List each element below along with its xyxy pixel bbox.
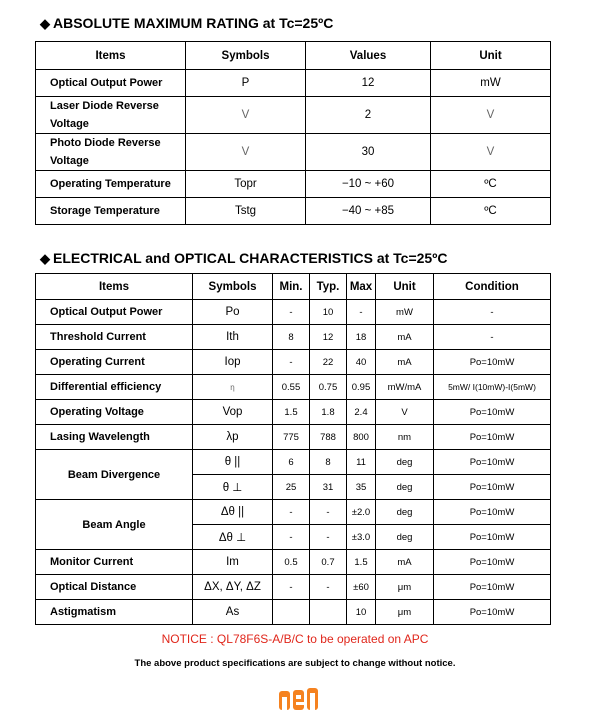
condition-cell: Po=10mW xyxy=(434,350,551,375)
typ-cell: - xyxy=(310,525,347,550)
symbol-cell: Δθ ⊥ xyxy=(193,525,273,550)
symbol-cell: ΔX, ΔY, ΔZ xyxy=(193,575,273,600)
condition-cell: Po=10mW xyxy=(434,450,551,475)
min-cell: - xyxy=(273,575,310,600)
typ-cell: 10 xyxy=(310,300,347,325)
table-row xyxy=(36,500,551,525)
max-cell: 800 xyxy=(347,425,376,450)
item-cell: Monitor Current xyxy=(36,550,193,575)
header-values: Values xyxy=(306,42,431,70)
max-cell: 1.5 xyxy=(347,550,376,575)
item-cell: Optical Distance xyxy=(36,575,193,600)
unit-cell: mA xyxy=(376,325,434,350)
unit-cell: V xyxy=(376,400,434,425)
item-cell: Operating Voltage xyxy=(36,400,193,425)
item-cell: Optical Output Power xyxy=(36,70,186,97)
min-cell: 1.5 xyxy=(273,400,310,425)
typ-cell: 12 xyxy=(310,325,347,350)
min-cell xyxy=(273,600,310,625)
unit-cell: ºC xyxy=(431,171,551,198)
table-header-row xyxy=(36,42,551,70)
min-cell: - xyxy=(273,300,310,325)
item-cell: Operating Temperature xyxy=(36,171,186,198)
item-cell: Optical Output Power xyxy=(36,300,193,325)
table-row xyxy=(36,450,551,475)
unit-cell: mW xyxy=(431,70,551,97)
value-cell: 12 xyxy=(306,70,431,97)
condition-cell: - xyxy=(434,300,551,325)
company-logo-icon xyxy=(278,688,320,710)
max-cell: ±3.0 xyxy=(347,525,376,550)
condition-cell: Po=10mW xyxy=(434,500,551,525)
symbol-cell: P xyxy=(186,70,306,97)
max-cell: 18 xyxy=(347,325,376,350)
item-cell: Lasing Wavelength xyxy=(36,425,193,450)
typ-cell: 31 xyxy=(310,475,347,500)
min-cell: 25 xyxy=(273,475,310,500)
symbol-cell: Topr xyxy=(186,171,306,198)
condition-cell: Po=10mW xyxy=(434,400,551,425)
header-max: Max xyxy=(347,274,376,300)
symbol-cell: η xyxy=(193,375,273,400)
unit-cell: ºC xyxy=(431,198,551,225)
electrical-optical-table xyxy=(35,273,551,625)
header-unit: Unit xyxy=(431,42,551,70)
unit-cell: deg xyxy=(376,500,434,525)
table-row xyxy=(36,171,551,198)
min-cell: 775 xyxy=(273,425,310,450)
item-cell: Astigmatism xyxy=(36,600,193,625)
value-cell: −40 ~ +85 xyxy=(306,198,431,225)
unit-cell: deg xyxy=(376,450,434,475)
min-cell: 0.55 xyxy=(273,375,310,400)
min-cell: - xyxy=(273,525,310,550)
table-row xyxy=(36,350,551,375)
unit-cell: V xyxy=(431,134,551,171)
diamond-bullet-icon: ◆ xyxy=(40,251,50,266)
value-cell: 30 xyxy=(306,134,431,171)
condition-cell: Po=10mW xyxy=(434,575,551,600)
eoc-title-text: ELECTRICAL and OPTICAL CHARACTERISTICS at Tc=25ºC xyxy=(53,250,448,266)
disclaimer-text: The above product specifications are subject to change without notice. xyxy=(134,658,456,669)
symbol-cell: V xyxy=(186,97,306,134)
unit-cell: V xyxy=(431,97,551,134)
typ-cell: 1.8 xyxy=(310,400,347,425)
amr-section-title xyxy=(40,15,333,32)
symbol-cell: Im xyxy=(193,550,273,575)
unit-cell: mW/mA xyxy=(376,375,434,400)
max-cell: ±2.0 xyxy=(347,500,376,525)
item-cell: Laser Diode Reverse Voltage xyxy=(36,97,186,134)
item-cell: Photo Diode Reverse Voltage xyxy=(36,134,186,171)
max-cell: 0.95 xyxy=(347,375,376,400)
table-row xyxy=(36,425,551,450)
table-row xyxy=(36,134,551,171)
condition-cell: Po=10mW xyxy=(434,525,551,550)
notice-text: NOTICE : QL78F6S-A/B/C to be operated on APC xyxy=(161,632,429,646)
header-items: Items xyxy=(36,274,193,300)
typ-cell: 22 xyxy=(310,350,347,375)
condition-cell: Po=10mW xyxy=(434,425,551,450)
max-cell: - xyxy=(347,300,376,325)
typ-cell: 0.75 xyxy=(310,375,347,400)
typ-cell xyxy=(310,600,347,625)
symbol-cell: λp xyxy=(193,425,273,450)
symbol-cell: Po xyxy=(193,300,273,325)
table-row xyxy=(36,198,551,225)
table-row xyxy=(36,300,551,325)
max-cell: 40 xyxy=(347,350,376,375)
max-cell: 10 xyxy=(347,600,376,625)
unit-cell: deg xyxy=(376,475,434,500)
symbol-cell: Tstg xyxy=(186,198,306,225)
header-min: Min. xyxy=(273,274,310,300)
symbol-cell: V xyxy=(186,134,306,171)
symbol-cell: Iop xyxy=(193,350,273,375)
unit-cell: mA xyxy=(376,350,434,375)
max-cell: 35 xyxy=(347,475,376,500)
table-row xyxy=(36,550,551,575)
min-cell: - xyxy=(273,350,310,375)
table-row xyxy=(36,70,551,97)
table-row xyxy=(36,97,551,134)
min-cell: 0.5 xyxy=(273,550,310,575)
typ-cell: 8 xyxy=(310,450,347,475)
header-symbols: Symbols xyxy=(193,274,273,300)
header-typ: Typ. xyxy=(310,274,347,300)
table-row xyxy=(36,400,551,425)
typ-cell: - xyxy=(310,500,347,525)
condition-cell: Po=10mW xyxy=(434,550,551,575)
item-cell: Threshold Current xyxy=(36,325,193,350)
value-cell: −10 ~ +60 xyxy=(306,171,431,198)
item-cell: Operating Current xyxy=(36,350,193,375)
condition-cell: Po=10mW xyxy=(434,600,551,625)
max-cell: ±60 xyxy=(347,575,376,600)
symbol-cell: Δθ || xyxy=(193,500,273,525)
item-cell: Storage Temperature xyxy=(36,198,186,225)
symbol-cell: θ ⊥ xyxy=(193,475,273,500)
table-row xyxy=(36,600,551,625)
unit-cell: mW xyxy=(376,300,434,325)
condition-cell: Po=10mW xyxy=(434,475,551,500)
absolute-max-rating-table xyxy=(35,41,551,225)
header-condition: Condition xyxy=(434,274,551,300)
min-cell: 6 xyxy=(273,450,310,475)
table-row xyxy=(36,375,551,400)
table-row xyxy=(36,575,551,600)
unit-cell: μm xyxy=(376,600,434,625)
item-cell: Beam Angle xyxy=(36,500,193,550)
typ-cell: 0.7 xyxy=(310,550,347,575)
min-cell: - xyxy=(273,500,310,525)
symbol-cell: As xyxy=(193,600,273,625)
amr-title-text: ABSOLUTE MAXIMUM RATING at Tc=25ºC xyxy=(53,15,334,31)
symbol-cell: Vop xyxy=(193,400,273,425)
table-header-row xyxy=(36,274,551,300)
max-cell: 2.4 xyxy=(347,400,376,425)
eoc-section-title xyxy=(40,250,447,267)
value-cell: 2 xyxy=(306,97,431,134)
condition-cell: 5mW/ I(10mW)-I(5mW) xyxy=(434,375,551,400)
table-row xyxy=(36,325,551,350)
header-symbols: Symbols xyxy=(186,42,306,70)
unit-cell: deg xyxy=(376,525,434,550)
min-cell: 8 xyxy=(273,325,310,350)
unit-cell: nm xyxy=(376,425,434,450)
typ-cell: 788 xyxy=(310,425,347,450)
typ-cell: - xyxy=(310,575,347,600)
header-items: Items xyxy=(36,42,186,70)
unit-cell: μm xyxy=(376,575,434,600)
diamond-bullet-icon: ◆ xyxy=(40,16,50,31)
item-cell: Differential efficiency xyxy=(36,375,193,400)
symbol-cell: Ith xyxy=(193,325,273,350)
symbol-cell: θ || xyxy=(193,450,273,475)
unit-cell: mA xyxy=(376,550,434,575)
condition-cell: - xyxy=(434,325,551,350)
header-unit: Unit xyxy=(376,274,434,300)
max-cell: 11 xyxy=(347,450,376,475)
item-cell: Beam Divergence xyxy=(36,450,193,500)
